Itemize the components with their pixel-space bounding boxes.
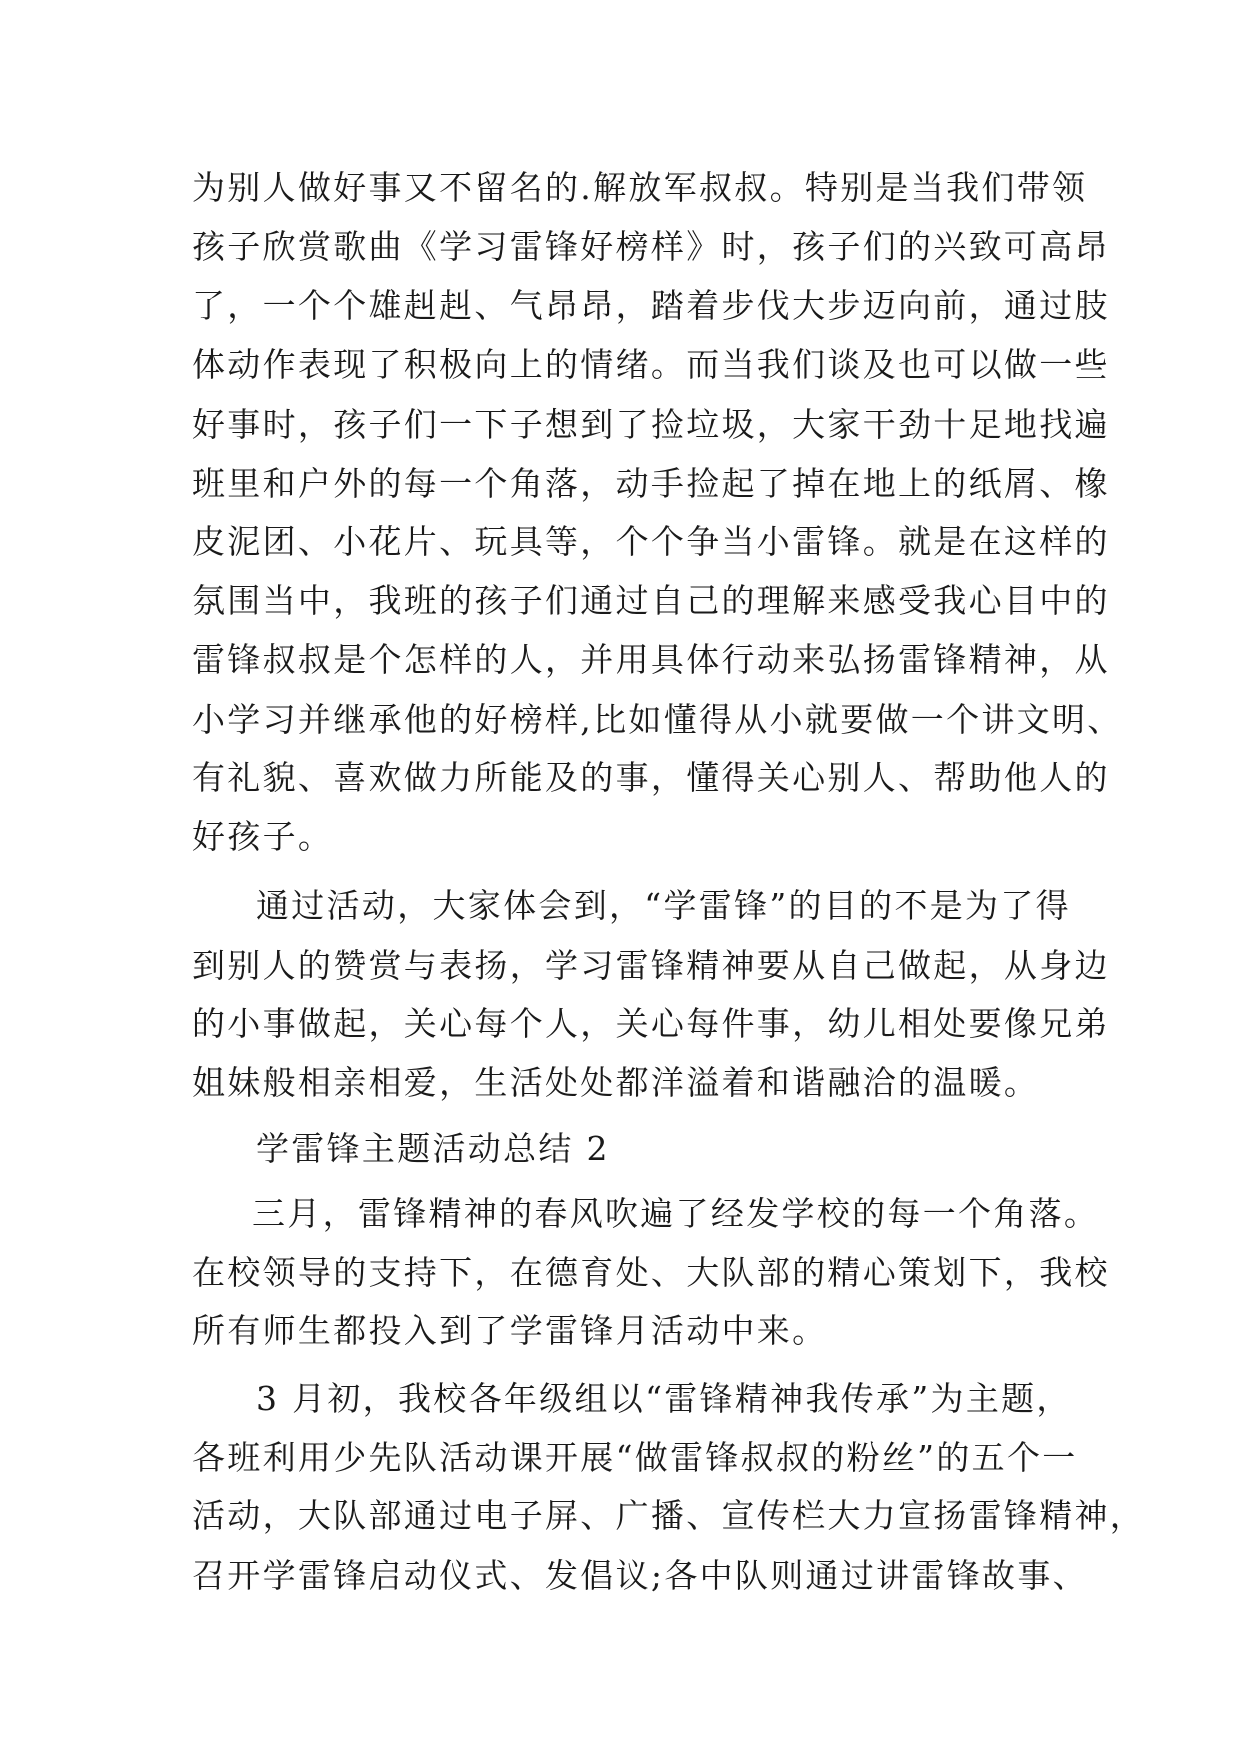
text-line: 活动，大队部通过电子屏、广播、宣传栏大力宣扬雷锋精神， — [192, 1496, 1146, 1535]
paragraph-first-line: 三月，雷锋精神的春风吹遍了经发学校的每一个角落。 — [252, 1194, 1100, 1233]
text-line: 召开学雷锋启动仪式、发倡议;各中队则通过讲雷锋故事、 — [192, 1556, 1088, 1595]
text-line: 姐妹般相亲相爱，生活处处都洋溢着和谐融洽的温暖。 — [192, 1063, 1040, 1102]
text-line: 各班利用少先队活动课开展“做雷锋叔叔的粉丝”的五个一 — [192, 1438, 1078, 1477]
text-line: 了，一个个雄赳赳、气昂昂，踏着步伐大步迈向前，通过肢 — [192, 286, 1110, 325]
text-line: 雷锋叔叔是个怎样的人，并用具体行动来弘扬雷锋精神，从 — [192, 640, 1110, 679]
text-line: 在校领导的支持下，在德育处、大队部的精心策划下，我校 — [192, 1253, 1110, 1292]
text-line: 小学习并继承他的好榜样,比如懂得从小就要做一个讲文明、 — [192, 700, 1123, 739]
text-line: 班里和户外的每一个角落，动手捡起了掉在地上的纸屑、橡 — [192, 464, 1110, 503]
text-line: 好孩子。 — [192, 817, 334, 856]
text-line: 体动作表现了积极向上的情绪。而当我们谈及也可以做一些 — [192, 345, 1110, 384]
text-line: 的小事做起，关心每个人，关心每件事，幼儿相处要像兄弟 — [192, 1004, 1110, 1043]
text-line: 氛围当中，我班的孩子们通过自己的理解来感受我心目中的 — [192, 581, 1110, 620]
text-line: 到别人的赞赏与表扬，学习雷锋精神要从自己做起，从身边 — [192, 946, 1110, 985]
paragraph-first-line: 3 月初，我校各年级组以“雷锋精神我传承”为主题， — [256, 1379, 1072, 1418]
text-line: 好事时，孩子们一下子想到了捡垃圾，大家干劲十足地找遍 — [192, 405, 1110, 444]
text-line: 孩子欣赏歌曲《学习雷锋好榜样》时，孩子们的兴致可高昂 — [192, 227, 1110, 266]
text-line: 皮泥团、小花片、玩具等，个个争当小雷锋。就是在这样的 — [192, 522, 1110, 561]
section-heading: 学雷锋主题活动总结 2 — [256, 1129, 610, 1168]
text-line: 为别人做好事又不留名的.解放军叔叔。特别是当我们带领 — [192, 168, 1088, 207]
text-line: 所有师生都投入到了学雷锋月活动中来。 — [192, 1311, 828, 1350]
text-line: 有礼貌、喜欢做力所能及的事，懂得关心别人、帮助他人的 — [192, 758, 1110, 797]
paragraph-first-line: 通过活动，大家体会到，“学雷锋”的目的不是为了得 — [256, 886, 1071, 925]
